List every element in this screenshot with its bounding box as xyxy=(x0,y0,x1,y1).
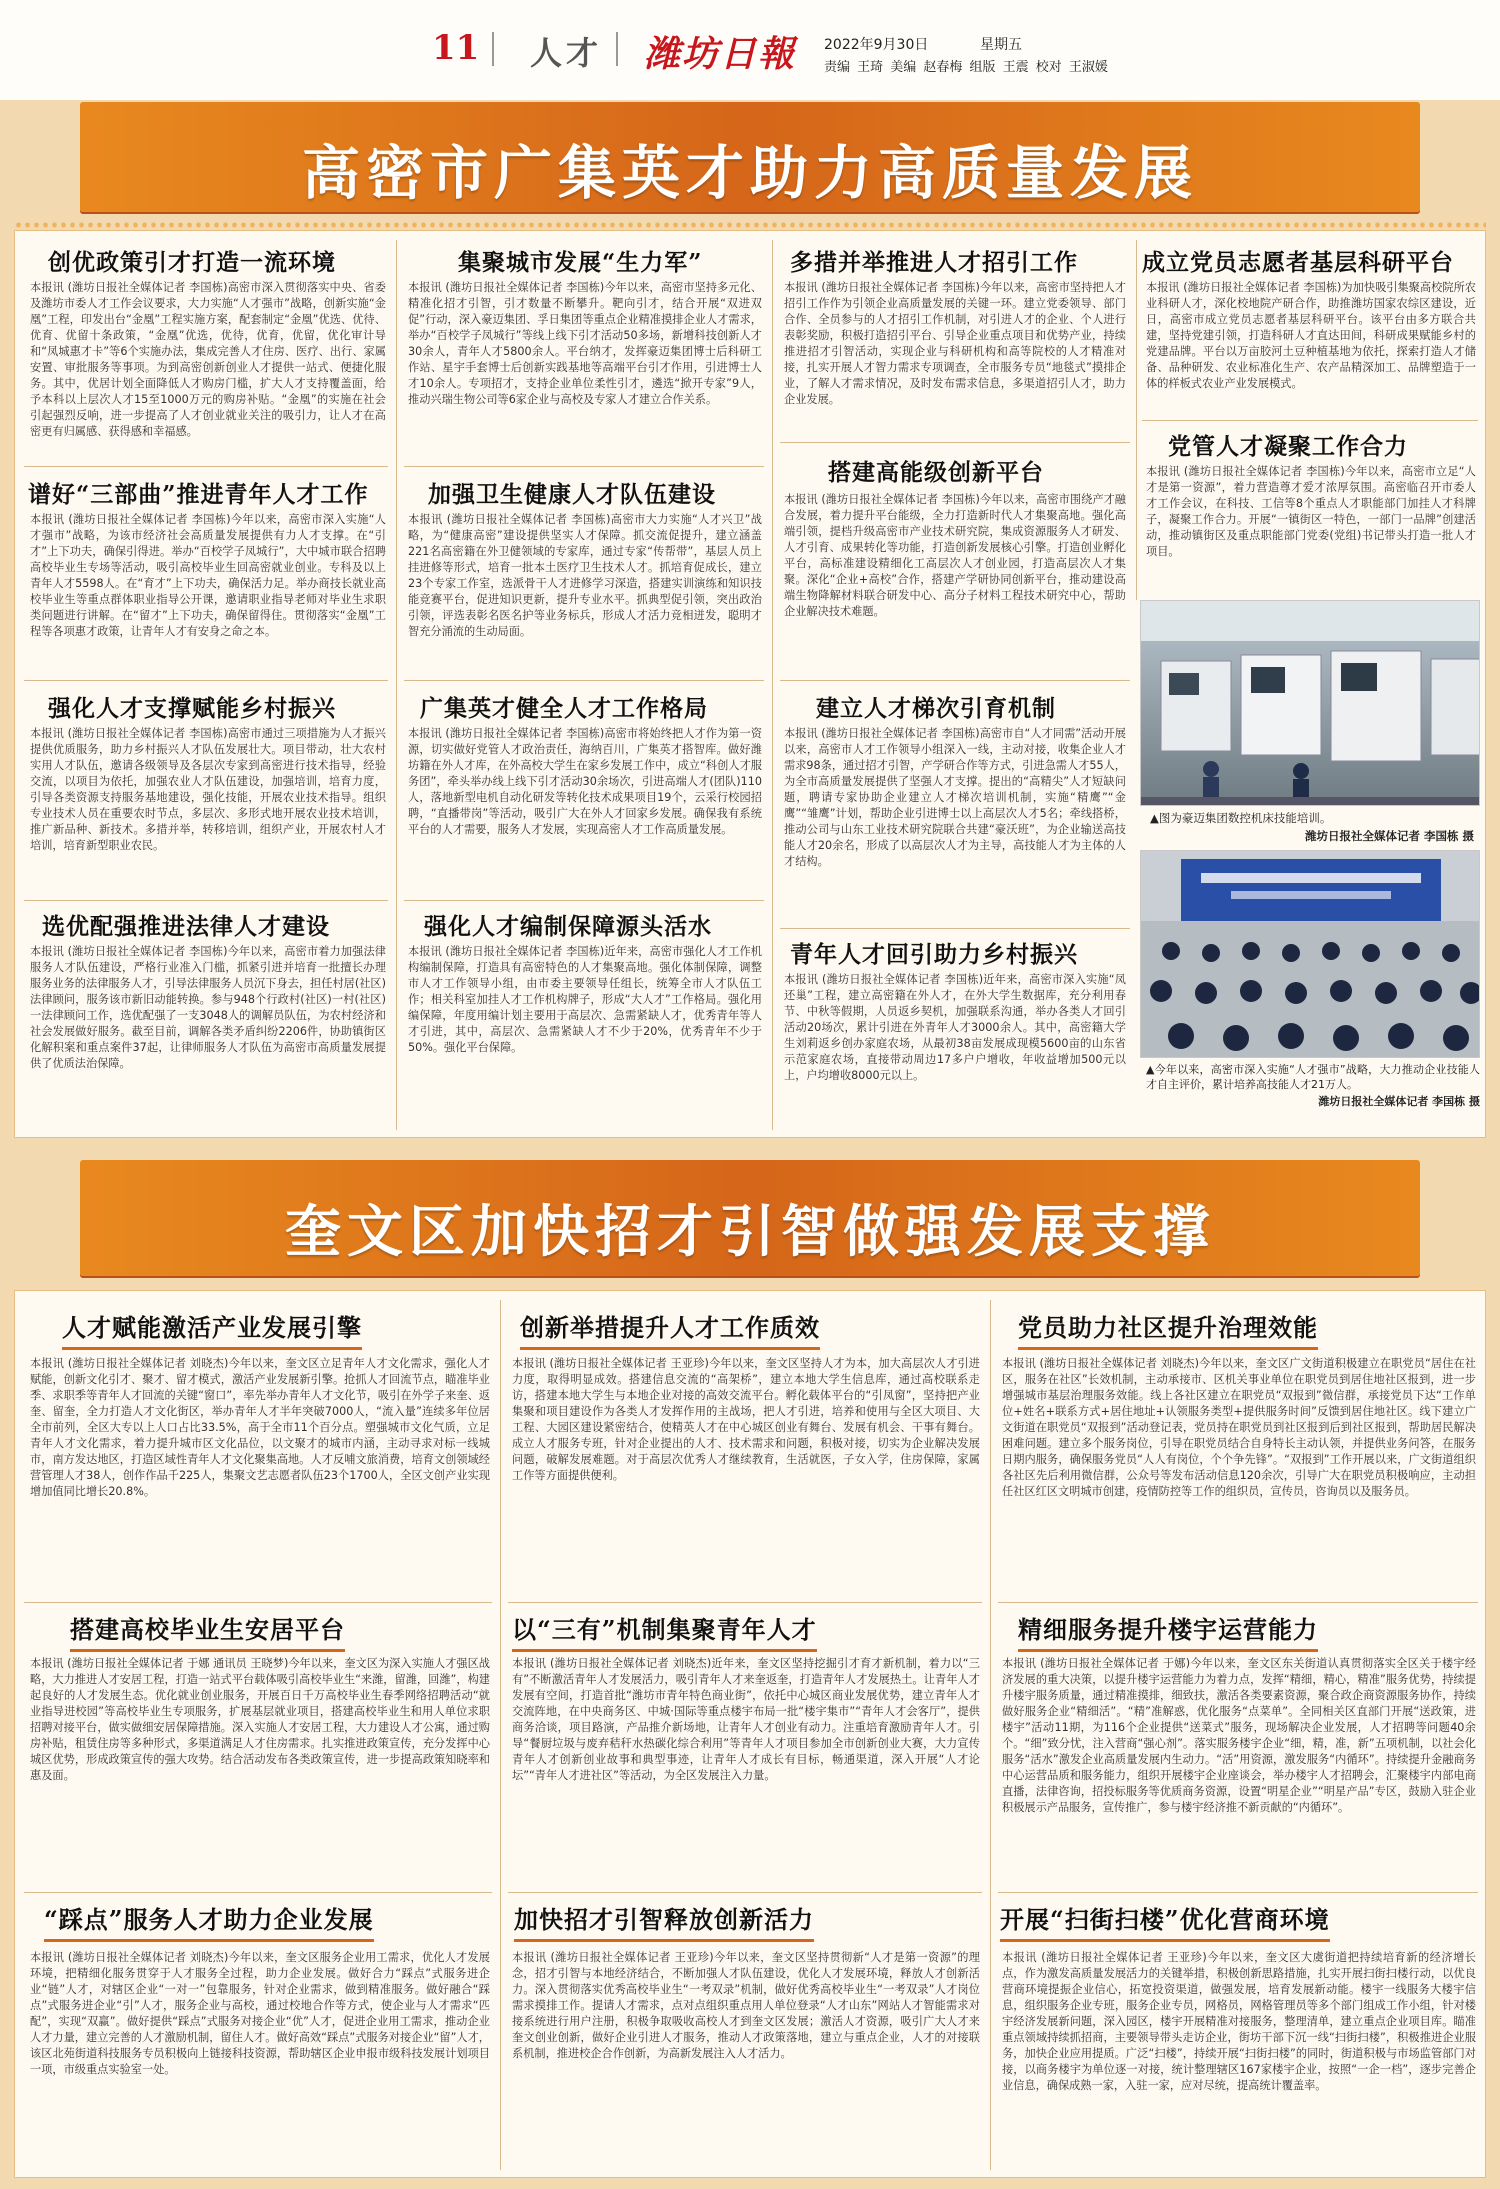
row-rule xyxy=(24,466,388,467)
section-name: 人才 xyxy=(530,34,603,72)
bottom-banner-title: 奎文区加快招才引智做强发展支撑 xyxy=(285,1199,1215,1265)
article-title: 创新举措提升人才工作质效 xyxy=(520,1308,820,1350)
page-number: 11 xyxy=(432,28,480,68)
article-body: 本报讯 (潍坊日报社全媒体记者 李国栋)近年来，高密市深入实施“凤还巢”工程，建立高密籍在外人才，在外大学生数据库，充分利用春节、中秋等假期，人员返乡契机，加强联系沟通，举办各类人才回引活动20场次，累计引进在外青年人才3000余人。其中，高密籍大学生刘莉返乡创办家庭农场，从最初38亩发展成现模5600亩的山东省示范家庭农场，直接带动周边17多户户增收，年收益增加500元以上，户均增收8000元以上。 xyxy=(784,973,1126,1082)
photo-cnc-training xyxy=(1140,600,1480,806)
photo-caption xyxy=(1146,1062,1480,1109)
column-rule xyxy=(990,1300,991,2170)
article-title: 开展“扫街扫楼”优化营商环境 xyxy=(1000,1900,1330,1942)
row-rule xyxy=(508,1602,982,1603)
issue-weekday: 星期五 xyxy=(980,37,1022,53)
article-body: 本报讯 (潍坊日报社全媒体记者 刘晓杰)近年来，奎文区坚持挖掘引才育才新机制，着力以“三有”不断激活青年人才发展活力，吸引青年人才来奎返奎，打造青年人才发展热土。让青年人才发展有空间，打造首批“潍坊市青年特色商业街”，依托中心城区商业发展优势，建立青年人才交流阵地，在中央商务区、中城·国际等重点楼宇布局一批“楼宇集市”“青年人才会客厅”，提供商务洽谈，项目路演，产品推介新场地，让青年人才创业有动力。注重培育激励青年人才。引导“餐厨垃圾与废弃秸秆水热碳化综合利用”等青年人才项目参加全市创新创业大赛，大力宣传青年人才创新创业故事和典型事迹，让青年人才成长有目标，畅通渠道，深入开展“人才论坛”“青年人才进社区”等活动，为全区发展注入力量。 xyxy=(512,1657,980,1782)
article-body: 本报讯 (潍坊日报社全媒体记者 李国栋)高密市通过三项措施为人才振兴提供优质服务，助力乡村振兴人才队伍发展壮大。项目带动，壮大农村实用人才队伍，邀请各级领导及各层次专家到高密进行技术指导，经验交流，以项目为依托，加强农业人才队伍建设，加强培训，培育力度，引导各类资源支持服务基地建设，强化技能，开展农业技术指导。组织专业技术人员在重要农时节点，多层次、多形式地开展农业技术培训，推广新品种、新技术。多措并举，转移培训，组织产业，开展农村人才培训，培育新型职业农民。 xyxy=(30,727,386,852)
article-title: 人才赋能激活产业发展引擎 xyxy=(62,1308,362,1350)
article-body: 本报讯 (潍坊日报社全媒体记者 李国栋)近年来，高密市强化人才工作机构编制保障，打造具有高密特色的人才集聚高地。强化体制保障，调整市人才工作领导小组，由市委主要领导任组长，统筹全市人才队伍工作；相关科室加挂人才工作机构牌子，形成“大人才”工作格局。强化用编保障，年度用编计划主要用于高层次、急需紧缺人才，优秀青年等人才引进，其中，高层次、急需紧缺人才不少于20%，优秀青年不少于50%。强化平台保障。 xyxy=(408,945,762,1054)
issue-date: 2022年9月30日 xyxy=(824,37,929,53)
photo-caption xyxy=(1150,810,1474,844)
article-title: 集聚城市发展“生力军” xyxy=(458,249,703,276)
article-body: 本报讯 (潍坊日报社全媒体记者 王亚珍)今年以来，奎文区坚持贯彻新“人才是第一资源”的理念，招才引智与本地经济结合，不断加强人才队伍建设，优化人才发展环境，释放人才创新活力。深入贯彻落实优秀高校毕业生“一考双录”机制，做好优秀高校毕业生“一考双录”人才岗位需求摸排工作。提请人才需求，点对点组织重点用人单位登录“人才山东”网站人才智能需求对接系统进行用户注册，积极争取吸收高校人才到奎文区发展；激活人才资源，吸引广大人才来奎文创业创新，做好企业引进人才服务，推动人才政策落地，建立与重点企业，人才的对接联系机制，推进校企合作创新，为高新发展注入人才活力。 xyxy=(512,1951,980,2060)
article-title: 加快招才引智释放创新活力 xyxy=(514,1900,814,1942)
article-title: “踩点”服务人才助力企业发展 xyxy=(44,1900,374,1942)
row-rule xyxy=(24,680,388,681)
row-rule xyxy=(404,900,764,901)
masthead xyxy=(0,0,1500,80)
article-title: 党管人才凝聚工作合力 xyxy=(1168,433,1408,460)
article-title: 创优政策引才打造一流环境 xyxy=(48,249,336,276)
article-body: 本报讯 (潍坊日报社全媒体记者 李国栋)高密市将始终把人才作为第一资源，切实做好党管人才政治责任，海纳百川，广集英才搭智库。做好潍坊籍在外人才库，在外高校大学生在家乡发展工作中，成立“科创人才服务团”，牵头举办线上线下引才活动30余场次，引进高端人才(团队)110人，落地新型电机自动化研发等转化技术成果项目19个，云采行校园招聘，“直播带岗”等活动，吸引广大在外人才回家乡发展。确保我有系统平台的人才需要，服务人才发展，实现高密人才工作高质量发展。 xyxy=(408,727,762,836)
article-title: 广集英才健全人才工作格局 xyxy=(420,695,708,722)
top-banner-title: 高密市广集英才助力高质量发展 xyxy=(301,139,1198,207)
article-body: 本报讯 (潍坊日报社全媒体记者 于娜 通讯员 王晓梦)今年以来，奎文区为深入实施人才强区战略，大力推进人才安居工程，打造一站式平台载体吸引高校毕业生“来潍，留潍，回潍”，构建起良好的人才发展生态。优化就业创业服务，开展百日千万高校毕业生春季网络招聘活动“就业指导进校园”等高校毕业生专项服务，扩展基层就业项目，搭建高校毕业生和用人单位求职招聘对接平台，做实做细安居保障措施。深入实施人才安居工程，大力建设人才公寓，通过购房补贴，租赁住房等多种形式，多渠道满足人才住房需求。扎实推进政策宣传，充分发挥中心城区优势，形成政策宣传的强大攻势。结合活动发布各类政策宣传，进一步提高政策知晓率和惠及面。 xyxy=(30,1657,490,1782)
article-body: 本报讯 (潍坊日报社全媒体记者 李国栋)今年以来，高密市坚持把人才招引工作作为引领企业高质量发展的关键一环。建立党委领导、部门合作、全员参与的人才招引工作机制，对引进人才的企业、个人进行表彰奖励，积极打造招引平台、引导企业重点项目和优势产业，持续推进招才引智活动，实现企业与科研机构和高等院校的人才精准对接，扎实开展人才智力需求专项调查，全市服务专员“地毯式”摸排企业，了解人才需求情况，及时发布需求信息，多渠道招引人才，助力企业发展。 xyxy=(784,281,1126,406)
photo-credit: 潍坊日报社全媒体记者 李国栋 摄 xyxy=(1318,1095,1480,1108)
row-rule xyxy=(24,1892,492,1893)
article-title: 强化人才编制保障源头活水 xyxy=(424,913,712,940)
article-title: 精细服务提升楼宇运营能力 xyxy=(1018,1610,1318,1652)
article-body: 本报讯 (潍坊日报社全媒体记者 刘晓杰)今年以来，奎文区服务企业用工需求，优化人才发展环境，把精细化服务贯穿于人才服务全过程，助力企业发展。做好合力“踩点”式服务进企业“链”人才，对辖区企业“一对一”包靠服务，针对企业需求，做到精准服务。做好融合“踩点”式服务进企业“引”人才，服务企业与高校，通过校地合作等方式，使企业与人才需求“匹配”，实现“双赢”。做好提供“踩点”式服务对接企业“优”人才，促进企业用工需求，推动企业人才力量，建立完善的人才激励机制，留住人才。做好高效“踩点”式服务对接企业“留”人才，该区北苑街道科技服务专员积极向上链接科技资源，帮助辖区企业申报市级科技发展计划项目一项，市级重点实验室一处。 xyxy=(30,1951,490,2076)
dot-border xyxy=(14,220,1486,230)
article-title: 搭建高能级创新平台 xyxy=(828,459,1044,486)
article-title: 搭建高校毕业生安居平台 xyxy=(70,1610,345,1652)
column-rule xyxy=(500,1300,501,2170)
row-rule xyxy=(780,442,1130,443)
article-body: 本报讯 (潍坊日报社全媒体记者 刘晓杰)今年以来，奎文区广文街道积极建立在职党员“居住在社区，服务在社区”长效机制，主动承接市、区机关事业单位在职党员到居住地社区报到，进一步增强城市基层治理服务效能。线上各社区建立在职党员“双报到”微信群，承接党员下达“工作单位+姓名+联系方式+居住地址+认领服务类型+提供服务时间”反馈到居住地社区。线下建立广文街道在职党员“双报到”活动登记表，党员持在职党员到社区报到后到社区报到，帮助居民解决困难问题。建立多个服务岗位，引导在职党员结合自身特长主动认领，并提供业务问答，在服务日期内服务，确保服务党员“人人有岗位，个个争先锋”。“双报到”工作开展以来，广文街道组织各社区先后利用微信群，公众号等发布活动信息120余次，引导广大在职党员积极响应，主动担任社区红区文明城市创建，疫情防控等工作的组织员，宣传员，咨询员以及服务员。 xyxy=(1002,1357,1476,1498)
row-rule xyxy=(998,1892,1478,1893)
article-title: 建立人才梯次引育机制 xyxy=(816,695,1056,722)
column-rule xyxy=(1136,240,1137,600)
column-rule xyxy=(772,240,773,1130)
article-body: 本报讯 (潍坊日报社全媒体记者 李国栋)今年以来，高密市立足“人才是第一资源”，着力营造尊才爱才浓厚氛围。高密临召开市委人才工作会议，在科技、工信等8个重点人才职能部门加挂人才科牌子，凝聚工作合力。开展“一镇街区一特色，一部门一品牌”创建活动，推动镇街区及重点职能部门党委(党组)书记带头打造一批人才项目。 xyxy=(1146,465,1476,558)
photo-credit: 潍坊日报社全媒体记者 李国栋 摄 xyxy=(1304,829,1474,843)
masthead-divider xyxy=(492,32,494,66)
article-body: 本报讯 (潍坊日报社全媒体记者 李国栋)高密市大力实施“人才兴卫”战略，为“健康高密”建设提供坚实人才保障。抓交流促提升，建立涵盖221名高密籍在外卫健领域的专家库，通过专家“传帮带”，基层人员上挂进修等形式，培育一批本土医疗卫生技术人才。抓培育促成长，建立23个专家工作室，选派骨干人才进修学习深造，搭建实训演练和知识技能竞赛平台，促进知识更新，提升专业水平。抓典型促引领，突出政治引领，评选表彰名医名护等业务标兵，形成人才活力竞相迸发，聪明才智充分涌流的生动局面。 xyxy=(408,513,762,638)
row-rule xyxy=(404,680,764,681)
bottom-banner xyxy=(80,1160,1420,1276)
top-banner xyxy=(80,102,1420,212)
row-rule xyxy=(780,928,1130,929)
masthead-divider xyxy=(616,32,618,66)
article-title: 多措并举推进人才招引工作 xyxy=(790,249,1078,276)
article-body: 本报讯 (潍坊日报社全媒体记者 李国栋)今年以来，高密市围绕产才融合发展，着力提升平台能级，全力打造新时代人才集聚高地。强化高端引领，提档升级高密市产业技术研究院，集成资源服务人才研发、人才引育、成果转化等功能，打造创新发展核心引擎。打造创业孵化平台，高标准建设精细化工高层次人才创业园，打造高层次人才集聚。深化“企业+高校”合作，搭建产学研协同创新平台，推动建设高端生物降解材料联合研发中心、高分子材料工程技术研究中心，帮助企业解决技术难题。 xyxy=(784,493,1126,618)
article-body: 本报讯 (潍坊日报社全媒体记者 李国栋)今年以来，高密市深入实施“人才强市”战略，为该市经济社会高质量发展提供有力人才支撑。在“引才”上下功夫，确保引得进。举办“百校学子凤城行”，大中城市联合招聘高校毕业生专场等活动，吸引高校毕业生回高密就业创业。专科及以上青年人才5598人。在“育才”上下功夫，确保活力足。举办商技长就业高校毕业生等重点群体职业指导公开课，邀请职业指导老师对毕业生求职类问题进行讲解。在“留才”上下功夫，确保留得住。贯彻落实“金凰”工程等各项惠才政策，让青年人才有安身之命之本。 xyxy=(30,513,386,638)
article-title: 选优配强推进法律人才建设 xyxy=(42,913,330,940)
article-body: 本报讯 (潍坊日报社全媒体记者 李国栋)今年以来，高密市坚持多元化、精准化招才引智，引才数量不断攀升。靶向引才，结合开展“双进双促”行动，深入豪迈集团、孚日集团等重点企业精准摸排企业人才需求，举办“百校学子凤城行”等线上线下引才活动50多场，新增科技创新人才30余人，青年人才5800余人。平台纳才，发挥豪迈集团博士后科研工作站、星宇手套博士后创新实践基地等高端平台引才作用，引进博士人才10余人。专项招才，支持企业单位柔性引才，遴选“掀开专家”9人，推动兴瑞生物公司等6家企业与高校及专家人才建立合作关系。 xyxy=(408,281,762,406)
article-body: 本报讯 (潍坊日报社全媒体记者 李国栋)今年以来，高密市着力加强法律服务人才队伍建设，严格行业准入门槛，抓紧引进并培育一批擅长办理服务业务的法律服务人才，引导法律服务人员沉下身去，担任村居(社区)法律顾问，服务该市新旧动能转换。参与948个行政村(社区)一村(社区)一法律顾问工作，选优配强了一支3048人的调解员队伍，为农村经济和社会发展做好服务。截至目前，调解各类矛盾纠纷2206件，协助镇街区化解积案和重点案件37起，让律师服务人才队伍为高密市高质量发展提供了优质法治保障。 xyxy=(30,945,386,1070)
editor-credits: 责编 王琦 美编 赵春梅 组版 王震 校对 王淑媛 xyxy=(824,60,1108,75)
row-rule xyxy=(404,466,764,467)
article-body: 本报讯 (潍坊日报社全媒体记者 刘晓杰)今年以来，奎文区立足青年人才文化需求，强化人才赋能，创新文化引才、聚才、留才模式，激活产业发展新引擎。抢抓人才回流节点，瞄准毕业季、求职季等青年人才回流的关键“窗口”，率先举办青年人才文化节，吸引在外学子来奎、返奎、留奎，全力打造人才文化街区，举办青年人才半年突破7000人，“流入量”连续多年位居全市前列，全区大专以上人口占比33.5%，高于全市11个百分点。塑强城市文化气质，立足青年人才文化需求，着力提升城市区文化品位，以文聚才的城市内涵，主动寻求对标一线城市，南方发达地区，打造区域性青年人才文化聚集高地。人才反哺文旅消费，培育文创领域经营管理人才38人，创作作品千225人，集聚文艺志愿者队伍23个1700人，全区文创产业实现增加值同比增长20.8%。 xyxy=(30,1357,490,1498)
article-body: 本报讯 (潍坊日报社全媒体记者 李国栋)高密市深入贯彻落实中央、省委及潍坊市委人才工作会议要求，大力实施“人才强市”战略，创新实施“金凰”工程，印发出台“金凰”工程实施方案，配套制定“金凰”优选、优待、优育、优留十条政策，“金凰”优选，优待，优育，优留，优化审计导和“凤城惠才卡”等6个实施办法，集成完善人才住房、医疗、出行、家属安置、审批服务等事项。为到高密创新创业人才提供一站式、便捷化服务。其中，优居计划全面降低人才购房门槛，扩大人才支持覆盖面，给予本科以上层次人才15至1000万元的购房补贴。“金凰”的实施在社会引起强烈反响，进一步提高了人才创业就业关注的吸引力，让人才在高密更有归属感、获得感和幸福感。 xyxy=(30,281,386,438)
article-title: 加强卫生健康人才队伍建设 xyxy=(428,481,716,508)
article-title: 以“三有”机制集聚青年人才 xyxy=(512,1610,817,1652)
photo-skills-evaluation xyxy=(1140,850,1480,1058)
article-body: 本报讯 (潍坊日报社全媒体记者 王亚珍)今年以来，奎文区大虞街道把持续培育新的经济增长点，作为激发高质量发展活力的关键举措，积极创新思路措施，扎实开展扫街扫楼行动，以优良营商环境提振企业信心，拓宽投资渠道，做强发展，培育发展新动能。楼宇一线服务大楼宇信息，组织服务企业专班，服务企业专员，网格员，网格管理员等多个部门组成工作小组，针对楼宇经济发展新问题，深入园区，楼宇开展精准对接服务，整理清单，建立重点企业项目库。瞄准重点领域持续抓招商，主要领导带头走访企业，街坊干部下沉一线“扫街扫楼”，积极推进企业服务，加快企业应用提质。广泛“扫楼”，持续开展“扫街扫楼”的同时，街道积极与市场监管部门对接，以商务楼宇为单位逐一对接，统计整理辖区167家楼宇企业，按照“一企一档”，逐步完善企业信息，确保成熟一家，入驻一家，应对尽统，提高统计覆盖率。 xyxy=(1002,1951,1476,2092)
newspaper-logo: 潍坊日報 xyxy=(644,33,797,75)
article-title: 党员助力社区提升治理效能 xyxy=(1018,1308,1318,1350)
article-title: 强化人才支撑赋能乡村振兴 xyxy=(48,695,336,722)
article-title: 青年人才回引助力乡村振兴 xyxy=(790,941,1078,968)
column-rule xyxy=(396,240,397,1130)
caption-arrow-icon: ▲ xyxy=(1150,811,1159,825)
row-rule xyxy=(24,1602,492,1603)
photo-caption-text: 今年以来，高密市深入实施“人才强市”战略，大力推动企业技能人才自主评价，累计培养高技能人才21万人。 xyxy=(1146,1063,1480,1091)
article-body: 本报讯 (潍坊日报社全媒体记者 于娜)今年以来，奎文区东关街道认真贯彻落实全区关于楼宇经济发展的重大决策，以提升楼宇运营能力为着力点，发挥“精细，精心，精准”服务优势，持续提升楼宇服务质量，通过精准摸排，细致扶，激活各类要素资源，聚合政企商资源服务协作，持续做好服务企业“精细活”。“精”准解惑，优化服务“点菜单”。全同相关区直部门开展“送政策，进楼宇”活动11期，为116个企业提供“送菜式”服务，现场解决企业发展，人才招聘等问题40余个。“细”致分忧，注入营商“强心剂”。落实服务楼宇企业“细，精，准，新”五项机制，以社会化服务“活水”激发企业高质量发展内生动力。“活”用资源，激发服务“内循环”。持续提升金融商务中心运营品质和服务能力，组织开展楼宇企业座谈会，举办楼宇人才招聘会，汇聚楼宇内部电商直播，法律咨询，招投标服务等优质商务资源，设置“明星企业”“明星产品”专区，鼓励入驻企业积极展示产品服务，宣传推广，参与楼宇经济推不新贡献的“内循环”。 xyxy=(1002,1657,1476,1814)
row-rule xyxy=(24,900,388,901)
row-rule xyxy=(1142,420,1478,421)
article-body: 本报讯 (潍坊日报社全媒体记者 李国栋)高密市自“人才同需”活动开展以来，高密市人才工作领导小组深入一线，主动对接，收集企业人才需求98条，通过招才引智，产学研合作等方式，引进急需人才55人，为全市高质量发展提供了坚强人才支撑。提出的“高精尖”人才短缺问题，聘请专家协助企业建立人才梯次培训机制，实施“精鹰”“金鹰”“雏鹰”计划，帮助企业引进博士以上高层次人才5名；牵线搭桥，推动公司与山东工业技术研究院联合共建“豪沃班”，为企业输送高技能人才20余名，形成了以高层次人才为主导，高技能人才为主体的人才结构。 xyxy=(784,727,1126,868)
article-title: 成立党员志愿者基层科研平台 xyxy=(1142,249,1454,276)
photo-caption-text: 图为豪迈集团数控机床技能培训。 xyxy=(1158,811,1332,825)
row-rule xyxy=(998,1602,1478,1603)
article-title: 谱好“三部曲”推进青年人才工作 xyxy=(28,481,369,508)
row-rule xyxy=(508,1892,982,1893)
caption-arrow-icon: ▲ xyxy=(1146,1063,1155,1076)
article-body: 本报讯 (潍坊日报社全媒体记者 李国栋)为加快吸引集聚高校院所农业科研人才，深化校地院产研合作，助推潍坊国家农综区建设，近日，高密市成立党员志愿者基层科研平台。该平台由多方联合共建，坚持党建引领，打造科研人才直达田间，科研成果赋能乡村的党建品牌。平台以万亩胶河土豆种植基地为依托，探索打造人才储备、品种研发、农业标准化生产、农产品精深加工、品牌塑造于一体的样板式农业产业发展模式。 xyxy=(1146,281,1476,390)
row-rule xyxy=(780,680,1130,681)
article-body: 本报讯 (潍坊日报社全媒体记者 王亚珍)今年以来，奎文区坚持人才为本，加大高层次人才引进力度，取得明显成效。搭建信息交流的“高架桥”，建立本地大学生信息库，通过高校联系走访，搭建本地大学生与本地企业对接的高效交流平台。孵化载体平台的“引凤窗”，坚持把产业集聚和项目建设作为各类人才发挥作用的主战场，把人才引进，培养和使用与全区大项目、大工程、大园区建设紧密结合，使精英人才在中心城区创业有舞台、发展有机会、干事有舞台。成立人才服务专班，针对企业提出的人才、技术需求和问题，积极对接，切实为企业解决发展问题，破解发展难题。对于高层次优秀人才继续教育，生活就医，子女入学，住房保障，家属工作等方面提供便利。 xyxy=(512,1357,980,1482)
